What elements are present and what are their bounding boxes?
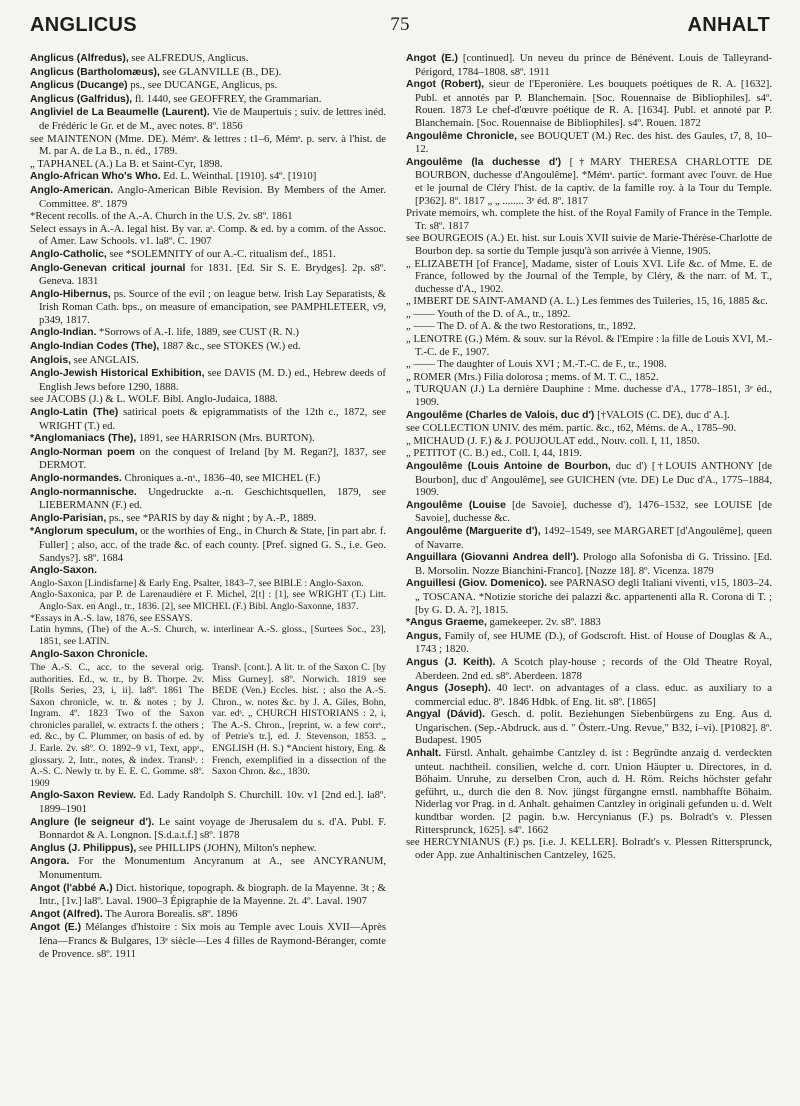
index-entry: Anglo-Saxon. [30,565,97,577]
index-entry: Angoulême (la duchesse d') [†MARY THERESA CHARLOTTE DE BOURBON, duchesse d'Angoulême]. *Mémˢ. particˢ. formant avec l'ouvr. de Hue et le journal de Cléry l'hist. de la captiv. de la famille roy. à la Tour du Temple. [P362]. 8º. 1817 „ „ ........ 3ᵉ éd. 8º. 1817 [406,155,772,207]
index-entry: Select essays in A.-A. legal hist. By var. aˢ. Comp. & ed. by a comm. of the Assoc. of Amer. Law Schools. v1. la8º. C. 1907 [30,222,386,248]
chronicle-right: Translˢ. [cont.]. A lit. tr. of the Saxon C. [by Miss Gurney]. s8º. Norwich. 1819 see BEDE (Ven.) Eccles. hist. ; also the A.-S. Chron., w. notes &c. by J. A. Giles, Bohn, var. edˢ. „ CHURCH HISTORIANS : 2, i, The A.-S. Chron., [reprint, w. a few corrˢ., of Petrie's tr.], ed. J. Stevenson, 1853. „ ENGLISH (H. S.) *Ancient history, Eng. & French, exemplified in a dissection of the Saxon Chron. &c., 1830. [212,661,386,778]
left-entry-list [30,52,386,578]
index-subentry: *Essays in A.-S. law, 1876, see ESSAYS. [30,612,193,624]
index-entry: Private memoirs, wh. complete the hist. of the Royal Family of France in the Temple. Tr. s8º. 1817 [406,207,772,232]
index-entry: Angot (l'abbé A.) Dict. historique, topograph. & biograph. de la Mayenne. 3t ; & Intr., [1v.] la8º. Laval. 1900–3 Épigraphie de la Mayenne. 2t. 4º. Laval. 1907 [30,881,386,908]
index-entry: „ TURQUAN (J.) La dernière Dauphine : Mme. duchesse d'A., 1778–1851, 3ᵉ éd., 1909. [406,383,772,409]
index-entry: *Angus Graeme, gamekeeper. 2v. s8º. 1883 [406,616,601,629]
index-entry: Anglo-Indian. *Sorrows of A.-I. life, 1889, see CUST (R. N.) [30,326,299,339]
index-subentry: Anglo-Saxon [Lindisfarne] & Early Eng. Psalter, 1843–7, see BIBLE : Anglo-Saxon. [30,577,364,589]
index-entry: Anglicus (Alfredus), see ALFREDUS, Anglicus. [30,52,249,64]
index-entry: Anglus (J. Philippus), see PHILLIPS (JOHN), Milton's nephew. [30,841,317,854]
index-entry: Angoulême (Louis Antoine de Bourbon, duc d') [†LOUIS ANTHONY [de Bourbon], duc d' Angoulême], see GUICHEN (vte. DE) Le Duc d'A., 1775–1884, 1909. [406,460,772,499]
index-entry: Anguillesi (Giov. Domenico). see PARNASO degli Italiani viventi, v15, 1803–24. „ TOSCANA. *Notizie storiche dei palazzi &c. appartenenti alla R. Corona di T. ; [by G. D. A. ?], 1815. [406,577,773,616]
header-last-term: ANHALT [687,14,770,36]
chronicle-two-column [30,662,386,790]
right-entry-list [406,52,772,861]
index-entry: Anglo-normandes. Chroniques a.-nˢ., 1836–40, see MICHEL (F.) [30,472,321,484]
index-entry: Angoulême (Louise [de Savoie], duchesse d'), 1476–1532, see LOUISE [de Savoie], duchesse &c. [406,498,772,525]
index-entry: Angora. For the Monumentum Ancyranum at A., see ANCYRANUM, Monumentum. [30,855,386,881]
index-entry: see JACOBS (J.) & L. WOLF. Bibl. Anglo-Judaica, 1888. [30,393,278,406]
index-entry: Anglo-Parisian, ps., see *PARIS by day & night ; by A.-P., 1889. [30,511,317,524]
index-entry: „ —— The D. of A. & the two Restorations, tr., 1892. [406,320,636,333]
index-entry: „ ROMER (Mrs.) Filia dolorosa ; mems. of M. T. C., 1852. [406,370,659,383]
page-number: 75 [390,14,410,35]
index-entry: Angliviel de La Beaumelle (Laurent). Vie de Maupertuis ; suiv. de lettres inéd. de Frédéric le Gr. et de M., avec notes. 8º. 1856 [30,106,386,132]
index-entry: see MAINTENON (Mme. DE). Mémˢ. & lettres : t1–6, Mémˢ. p. serv. à l'hist. de M. par A. de La B., n. éd., 1789. [30,132,386,158]
chronicle-left: The A.-S. C., acc. to the several orig. authorities. Ed., w. tr., by B. Thorpe. 2v. [Rolls Series, 23, i, ii]. la8º. 1861 The Saxon chronicle, w. tr. & notes ; by J. Ingram. 4º. 1823 Two of the Saxon chronicles parallel, w. extracts f. the others ; ed. &c., by C. Plummer, on basis of ed. by J. Earle. 2v. s8º. O. 1892–9 v1, Text, appˢ., glossary. 2, Intr., notes, & index. Translˢ. : A.-S. C. Newly tr. by E. E. C. Gomme. s8º. 1909 [30,661,204,789]
index-entry: „ ELIZABETH [of France], Madame, sister of Louis XVI. Life &c. of Mme. E. de France, followed by the Journal of the Temple, by Cléry, & the narr. of M. T., duchesse d'A., 1902. [406,257,772,295]
index-entry: „ LENOTRE (G.) Mém. & souv. sur la Révol. & l'Empire : la fille de Louis XVI, M.-T.-C. de F., 1907. [406,333,772,358]
chronicle-heading: Anglo-Saxon Chronicle. [30,649,148,661]
index-entry: Anglo-Catholic, see *SOLEMNITY of our A.-C. ritualism def., 1851. [30,247,336,260]
index-entry: Anglo-Saxon Review. Ed. Lady Randolph S. Churchill. 10v. v1 [2nd ed.]. la8º. 1899–1901 [30,789,386,816]
index-entry: Angus, Family of, see HUME (D.), of Godscroft. Hist. of House of Douglas & A., 1743 ; 1820. [406,629,772,656]
index-entry: Anglo-American. Anglo-American Bible Revision. By Members of the Amer. Committee. 8º. 1879 [30,183,386,210]
index-entry: Angoulême (Marguerite d'), 1492–1549, see MARGARET [d'Angoulême], queen of Navarre. [406,524,772,551]
index-entry: „ IMBERT DE SAINT-AMAND (A. L.) Les femmes des Tuileries, 15, 16, 1885 &c. [406,295,768,308]
index-entry: Angus (J. Keith). A Scotch play-house ; records of the Old Theatre Royal, Aberdeen. 2nd ed. s8º. Aberdeen. 1878 [406,655,772,682]
index-entry: Anglo-Norman poem on the conquest of Ireland [by M. Regan?], 1837, see DERMOT. [30,445,387,472]
index-subentry: Anglo-Saxonica, par P. de Larenaudière et F. Michel, 2[t] : [1], see WRIGHT (T.) Litt. Anglo-Sax. en Angl., tr., 1836. [2], see MICHEL (F.) Bibl. Anglo-Saxonne, 1837. [30,589,386,612]
index-entry: Anglo-African Who's Who. Ed. L. Weinthal. [1910]. s4º. [1910] [30,170,317,183]
index-entry: Anglicus (Galfridus), fl. 1440, see GEOFFREY, the Grammarian. [30,92,322,105]
index-entry: see HERCYNIANUS (F.) ps. [i.e. J. KELLER]. Bolradt's v. Plessen Rittersprunck, oder App. zue Anhaltinischen Cantzeley, 1625. [406,836,772,861]
index-entry: Anglo-Jewish Historical Exhibition, see DAVIS (M. D.) ed., Hebrew deeds of English Jews before 1290, 1888. [30,367,386,393]
index-entry: Anglo-Indian Codes (The), 1887 &c., see STOKES (W.) ed. [30,340,301,353]
running-header [30,14,770,44]
index-entry: *Recent recolls. of the A.-A. Church in the U.S. 2v. s8º. 1861 [30,210,293,223]
anglo-saxon-subentries [30,578,386,648]
index-entry: *Anglorum speculum, or the worthies of Eng., in Church & State, [in part abr. f. Fuller] ; also, acc. of the trade &c. of each county. [Pref. signed G. S., i.e. Geo. Sandys?]. s8º. 1684 [30,525,386,564]
index-entry: Anhalt. Fürstl. Anhalt. gehaimbe Cantzley d. ist : Begründte anzaig d. verdeckten unteut. nachtheil. consilien, welche d. corr. Union Häupter u. Directores, in d. Böhaim. Unruhe, zu derselben Cron, auch d. H. Röm. Reichs höchster gefahr geführt, u., durch die den 8. Nov. jüngst fürgangne ernstl. nambhaffte Böhaim. Niderlag vor Prag. in d. Anhalt. gehaimen Cantzley in originali gefunden u. d. Welt kundtbar worden. [2 pagin. b.w. Hercynianus (F.) ps. Bolradt's v. Plessen Rittersprunck, 1625]. s4º. 1662 [406,747,772,836]
index-entry: Anglo-Genevan critical journal for 1831. [Ed. Sir S. E. Brydges]. 2p. s8º. Geneva. 1831 [30,261,386,288]
index-entry: Angoulême Chronicle, see BOUQUET (M.) Rec. des hist. des Gaules, t7, 8, 10–12. [406,129,772,156]
index-entry: Angot (E.) Mélanges d'histoire : Six mois au Temple avec Louis XVII—Après Iéna—Francs & Bulgares, 13ᵉ siècle—Les 4 filles de Raymond-Béranger, comte de Provence. s8º. 1911 [30,921,386,960]
index-entry: *Anglomaniacs (The), 1891, see HARRISON (Mrs. BURTON). [30,432,315,445]
index-entry: Angot (Alfred). The Aurora Borealis. s8º. 1896 [30,907,238,920]
index-entry: Angoulême (Charles de Valois, duc d') [†VALOIS (C. DE), duc d' A.]. [406,408,730,421]
index-subentry: Latin hymns, (The) of the A.-S. Church, w. interlinear A.-S. gloss., [Surtees Soc., 23], 1851, see LATIN. [30,624,386,647]
index-entry: Anglo-normannische. Ungedruckte a.-n. Geschichtsquellen, 1879, see LIEBERMANN (F.) ed. [30,485,386,512]
left-tail-entries [30,789,386,960]
left-column [30,52,386,960]
index-entry: Angot (E.) [continued]. Un neveu du prince de Bénévent. Louis de Talleyrand-Périgord, 1784–1808. s8º. 1911 [406,52,772,78]
index-entry: „ PETITOT (C. B.) ed., Coll. I, 44, 1819. [406,447,582,460]
index-entry: Anglo-Latin (The) satirical poets & epigrammatists of the 12th c., 1872, see WRIGHT (T.) ed. [30,406,386,432]
right-column [406,52,772,861]
index-entry: „ TAPHANEL (A.) La B. et Saint-Cyr, 1898. [30,157,223,170]
index-entry: „ —— Youth of the D. of A., tr., 1892. [406,307,571,320]
index-entry: Anglicus (Bartholomæus), see GLANVILLE (B., DE). [30,65,282,78]
index-entry: Angyal (Dávid). Gesch. d. polit. Beziehungen Siebenbürgens zu Eng. Aus d. Ungarischen. (Sep.-Abdruck. aus d. " Österr.-Ung. Revue," B32, i–vi). [P1082]. 8º. Budapest. 1905 [406,708,772,747]
index-entry: see COLLECTION UNIV. des mém. partic. &c., t62, Méms. de A., 1785–90. [406,422,737,435]
index-entry: „ —— The daughter of Louis XVI ; M.-T.-C. de F., tr., 1908. [406,358,667,371]
index-entry: Anglo-Hibernus, ps. Source of the evil ; on league betw. Irish Lay Separatists, & Irish Roman Cath. bps., on measure of emancipation, see PAMPHLETEER, v9, p349, 1817. [30,287,386,326]
index-entry: Anguillara (Giovanni Andrea dell'). Prologo alla Sofonisba di G. Trissino. [Ed. B. Morsolin. Nozze Bianchini-Franco]. [Nozze 18]. 8º. Vicenza. 1879 [406,551,772,577]
header-first-term: ANGLICUS [30,14,137,36]
index-entry: Angot (Robert), sieur de l'Eperonière. Les bouquets poétiques de R. A. [1632]. Publ. et annotés par P. Blanchemain. [Soc. Rouennaise de Bibliophiles]. s4º. Rouen. 1873 Le chef-d'œuvre poétique de R. A. [1634]. Publ. et annoté par P. Blanchemain. [Soc. Rouennaise de Bibliophiles]. s4º. Rouen. 1872 [406,78,772,129]
index-entry: Anglure (le seigneur d'). Le saint voyage de Jherusalem du s. d'A. Publ. F. Bonnardot & A. Longnon. [S.d.a.t.f.] s8º. 1878 [30,815,386,842]
index-entry: „ MICHAUD (J. F.) & J. POUJOULAT edd., Nouv. coll. I, 11, 1850. [406,434,700,447]
index-entry: Angus (Joseph). 40 lectˢ. on advantages of a class. educ. as auxiliary to a commercial educ. 8º. 1846 Hdbk. of Eng. lit. s8º. [1865] [406,682,772,708]
index-entry: Anglois, see ANGLAIS. [30,353,139,366]
index-entry: see BOURGEOIS (A.) Et. hist. sur Louis XVII suivie de Marie-Thérèse-Charlotte de Bourbon dep. sa sortie du Temple jusqu'à son arrivée à Vienne, 1905. [406,232,772,257]
index-entry: Anglicus (Ducange) ps., see DUCANGE, Anglicus, ps. [30,79,278,92]
